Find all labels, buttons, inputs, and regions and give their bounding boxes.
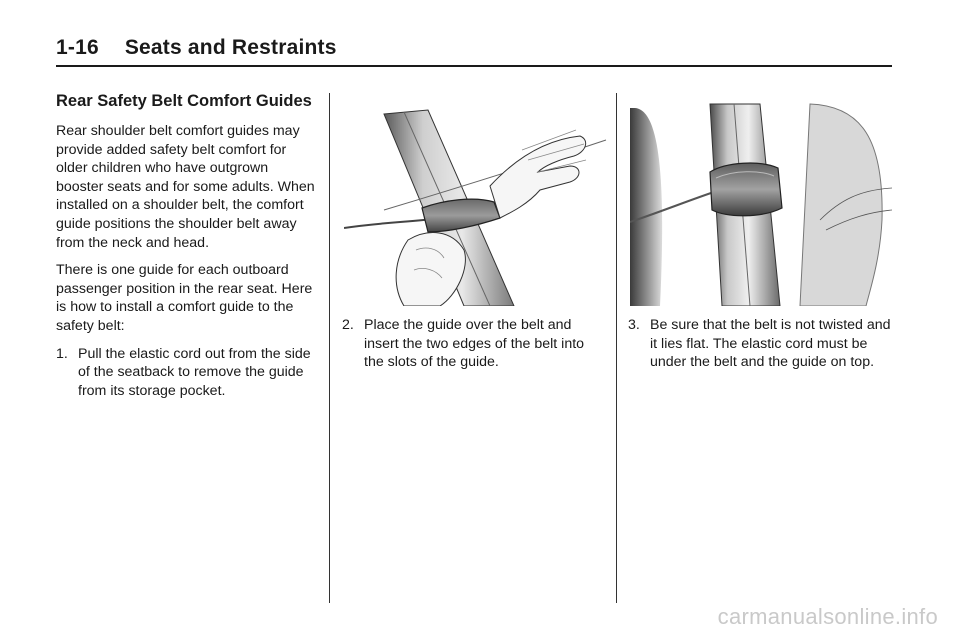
column-3: [628, 316, 893, 381]
column-1: [56, 92, 316, 409]
paragraph-intro: Rear shoulder belt comfort guides may provide added safety belt comfort for older children who have outgrown booster seats and for some adults. When installed on a shoulder belt, the comfort guide positions the shoulder belt away from the neck and head.: [56, 123, 315, 251]
step-3: [628, 316, 893, 372]
step-number: 2.: [342, 317, 354, 333]
column-2: [342, 316, 607, 381]
watermark: carmanualsonline.info: [717, 604, 938, 629]
page-number: 1-16: [56, 36, 99, 59]
step-number: 1.: [56, 345, 68, 362]
paragraph-install: There is one guide for each outboard passenger position in the rear seat. Here is how to install a comfort guide to the safety belt:: [56, 262, 313, 334]
column-divider-2: [616, 93, 617, 603]
step-2: [342, 316, 607, 372]
belt-guide-install-illustration: [344, 100, 610, 306]
column-divider-1: [329, 93, 330, 603]
belt-guide-installed-illustration: [630, 100, 892, 306]
step-text: Pull the elastic cord out from the side of the seatback to remove the guide from its storage pocket.: [78, 345, 311, 399]
step-1: [56, 345, 316, 401]
step-number: 3.: [628, 317, 640, 333]
step-text: Place the guide over the belt and insert the two edges of the belt into the slots of the guide.: [364, 317, 585, 371]
step-text: Be sure that the belt is not twisted and it lies flat. The elastic cord must be under the belt and the guide on top.: [650, 317, 891, 371]
section-title: Seats and Restraints: [124, 36, 337, 59]
page-header: [56, 36, 337, 60]
header-rule: [56, 65, 892, 67]
section-heading: Rear Safety Belt Comfort Guides: [56, 92, 312, 110]
